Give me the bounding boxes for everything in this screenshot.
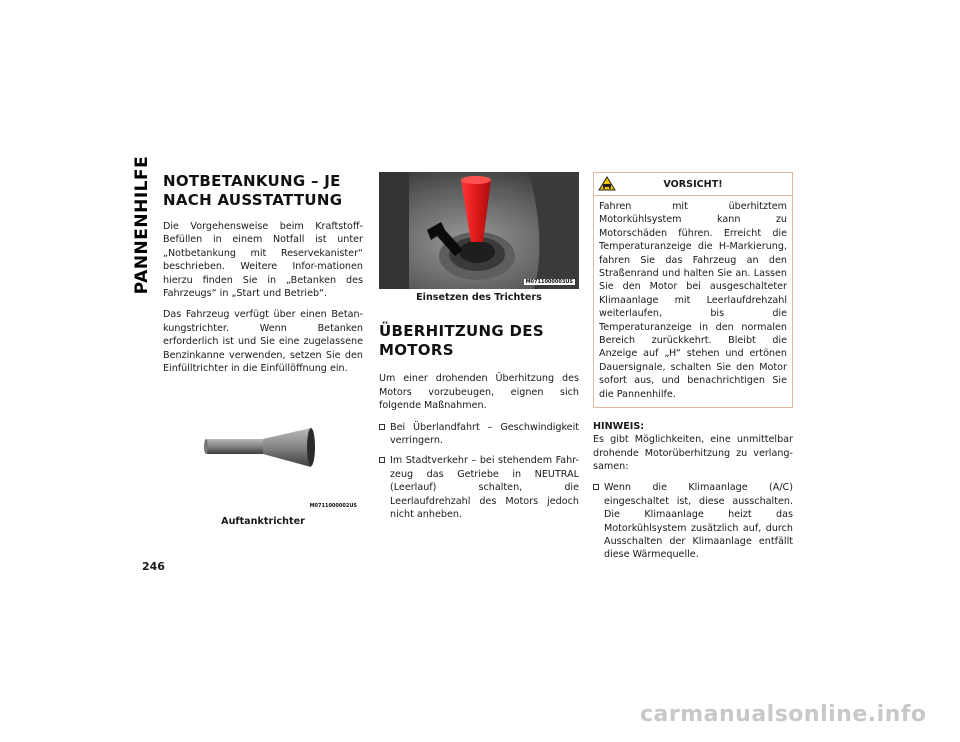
chapter-title: PANNENHILFE bbox=[132, 155, 152, 295]
column-left bbox=[163, 172, 363, 529]
chapter-side-tab bbox=[127, 155, 157, 295]
figure-caption: Auftanktrichter bbox=[221, 516, 305, 528]
refueling-funnel-image bbox=[163, 395, 363, 513]
caution-box bbox=[593, 172, 793, 408]
paragraph-notbetankung-1: Die Vorgehensweise beim Kraftstoff-Befüllen in einem Notfall ist unter „Notbetankung mit Reservekanister“ beschrieben. Weitere Infor-mationen hierzu finden Sie in „Betanken des Fahrzeugs“ in „Start und Betrieb“. bbox=[163, 221, 363, 300]
caution-header bbox=[594, 173, 792, 196]
warning-triangle-icon bbox=[598, 176, 616, 191]
caution-body bbox=[594, 196, 792, 407]
section-heading-notbetankung: NOTBETANKUNG – JE NACH AUSSTATTUNG bbox=[163, 172, 343, 209]
overheat-measures-list bbox=[379, 421, 579, 522]
list-item: Bei Überlandfahrt – Geschwindigkeit verringern. bbox=[379, 421, 579, 448]
column-middle bbox=[379, 172, 579, 528]
image-code: M0711000002US bbox=[309, 503, 357, 510]
paragraph-ueberhitzung-intro: Um einer drohenden Überhitzung des Motors vorzubeugen, eignen sich folgende Maßnahmen. bbox=[379, 373, 579, 412]
image-code: M0711000003US bbox=[525, 279, 573, 285]
funnel-insertion-image bbox=[379, 172, 579, 289]
page-number: 246 bbox=[142, 560, 165, 573]
caution-text: Fahren mit überhitztem Motorkühlsystem kann zu Motorschäden führen. Erreicht die Temperaturanzeige die H-Markierung, fahren Sie das Fahrzeug an den Straßenrand und halten Sie an. Lassen Sie den Motor bei ausgeschalteter Klimaanlage mit Leerlaufdrehzahl weiterlaufen, bis die Temperaturanzeige in den normalen Bereich zurückkehrt. Bleibt die Anzeige auf „H“ stehen und ertönen Dauersignale, schalten Sie den Motor sofort aus, und benachrichtigen Sie die Pannenhilfe. bbox=[599, 201, 787, 400]
column-right bbox=[593, 172, 793, 569]
note-label: HINWEIS: bbox=[593, 421, 645, 433]
caution-title: VORSICHT! bbox=[663, 178, 723, 190]
note-list bbox=[593, 481, 793, 561]
funnel-figure bbox=[163, 395, 363, 513]
list-item: Im Stadtverkehr – bei stehendem Fahr-zeug das Getriebe in NEUTRAL (Leerlauf) schalten, die Leerlaufdrehzahl des Motors jedoch nicht anheben. bbox=[379, 454, 579, 521]
funnel-insert-figure bbox=[379, 172, 579, 289]
section-heading-ueberhitzung: ÜBERHITZUNG DES MOTORS bbox=[379, 322, 544, 360]
watermark: carmanualsonline.info bbox=[640, 702, 927, 727]
list-item: Wenn die Klimaanlage (A/C) eingeschaltet ist, diese ausschalten. Die Klimaanlage heizt das Motorkühlsystem zusätzlich auf, durch Ausschalten der Klimaanlage entfällt diese Wärmequelle. bbox=[593, 481, 793, 561]
note-text: Es gibt Möglichkeiten, eine unmittelbar drohende Motorüberhitzung zu verlang-samen: bbox=[593, 434, 793, 472]
figure-caption: Einsetzen des Trichters bbox=[416, 292, 542, 303]
paragraph-notbetankung-2: Das Fahrzeug verfügt über einen Betan-kungstrichter. Wenn Betanken erforderlich ist und Sie eine zugelassene Benzinkanne verwenden, setzen Sie den Einfülltrichter in die Einfüllöffnung ein. bbox=[163, 309, 363, 375]
